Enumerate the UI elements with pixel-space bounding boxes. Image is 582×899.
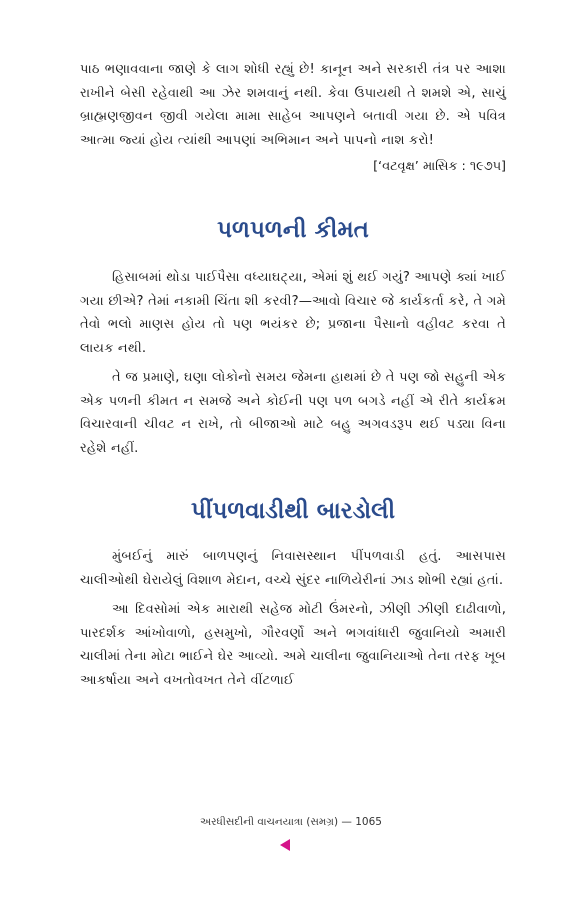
section1-paragraph-2: તે જ પ્રમાણે, ઘણા લોકોનો સમય જેમના હાથમાં છે તે પણ જો સહુની એક એક પળની કીમત ન સમજે અને કોઈની પણ પળ બગડે નહીં એ રીતે કાર્યક્રમ વિચારવાની ચીવટ ન રાખે, તો બીજાઓ માટે બહુ અગવડરૂપ થઈ પડ્યા વિના રહેશે નહીં. xyxy=(80,370,506,456)
source-citation: [‘વટવૃક્ષ’ માસિક : ૧૯૭૫] xyxy=(373,159,506,174)
section2-paragraph-2: આ દિવસોમાં એક મારાથી સહેજ મોટી ઉંમરનો, ઝીણી ઝીણી દાઢીવાળો, પારદર્શક આંખોવાળો, હસમુખો, ગૌરવર્ણો અને ભગવાંધારી જુવાનિયો અમારી ચાલીમાં તેના મોટા ભાઈને ઘેર આવ્યો. અમે ચાલીના જુવાનિયાઓ તેના તરફ ખૂબ આકર્ષાયા અને વખતોવખત તેને વીંટળાઈ xyxy=(80,602,506,688)
section1-paragraph-1: હિસાબમાં થોડા પાઈપૈસા વધ્યાઘટ્યા, એમાં શું થઈ ગયું? આપણે ક્યાં ખાઈ ગયા છીએ? તેમાં નકામી ચિંતા શી કરવી?—આવો વિચાર જે કાર્યકર્તા કરે, તે ગમે તેવો ભલો માણસ હોય તો પણ ભયંકર છે; પ્રજાના પૈસાનો વહીવટ કરવા તે લાયક નથી. xyxy=(80,270,506,356)
page-footer: અરધીસદીની વાચનયાત્રા (સમગ્ર) — 1065 xyxy=(200,816,382,828)
section2-paragraph-1: મુંબઈનું મારું બાળપણનું નિવાસસ્થાન પીંપળવાડી હતું. આસપાસ ચાલીઓથી ઘેરાયેલું વિશાળ મેદાન, વચ્ચે સુંદર નાળિયેરીનાં ઝાડ શોભી રહ્યાં હતાં. xyxy=(80,549,506,588)
section-title-palpalni-kimat: પળપળની કીમત xyxy=(217,217,369,243)
page-content xyxy=(80,58,506,692)
previous-page-arrow-icon[interactable] xyxy=(280,839,290,851)
section-title-pimpalwadi-bardoli: પીંપળવાડીથી બારડોલી xyxy=(190,498,396,524)
intro-paragraph: પાઠ ભણાવવાના જાણે કે લાગ શોધી રહ્યું છે! કાનૂન અને સરકારી તંત્ર પર આશા રાખીને બેસી રહેવાથી આ ઝેર શમવાનું નથી. કેવા ઉપાયથી તે શમશે એ, સાચું બ્રાહ્મણજીવન જીવી ગયેલા મામા સાહેબ આપણને બતાવી ગયા છે. એ પવિત્ર આત્મા જ્યાં હોય ત્યાંથી આપણાં અભિમાન અને પાપનો નાશ કરો! xyxy=(80,62,506,148)
